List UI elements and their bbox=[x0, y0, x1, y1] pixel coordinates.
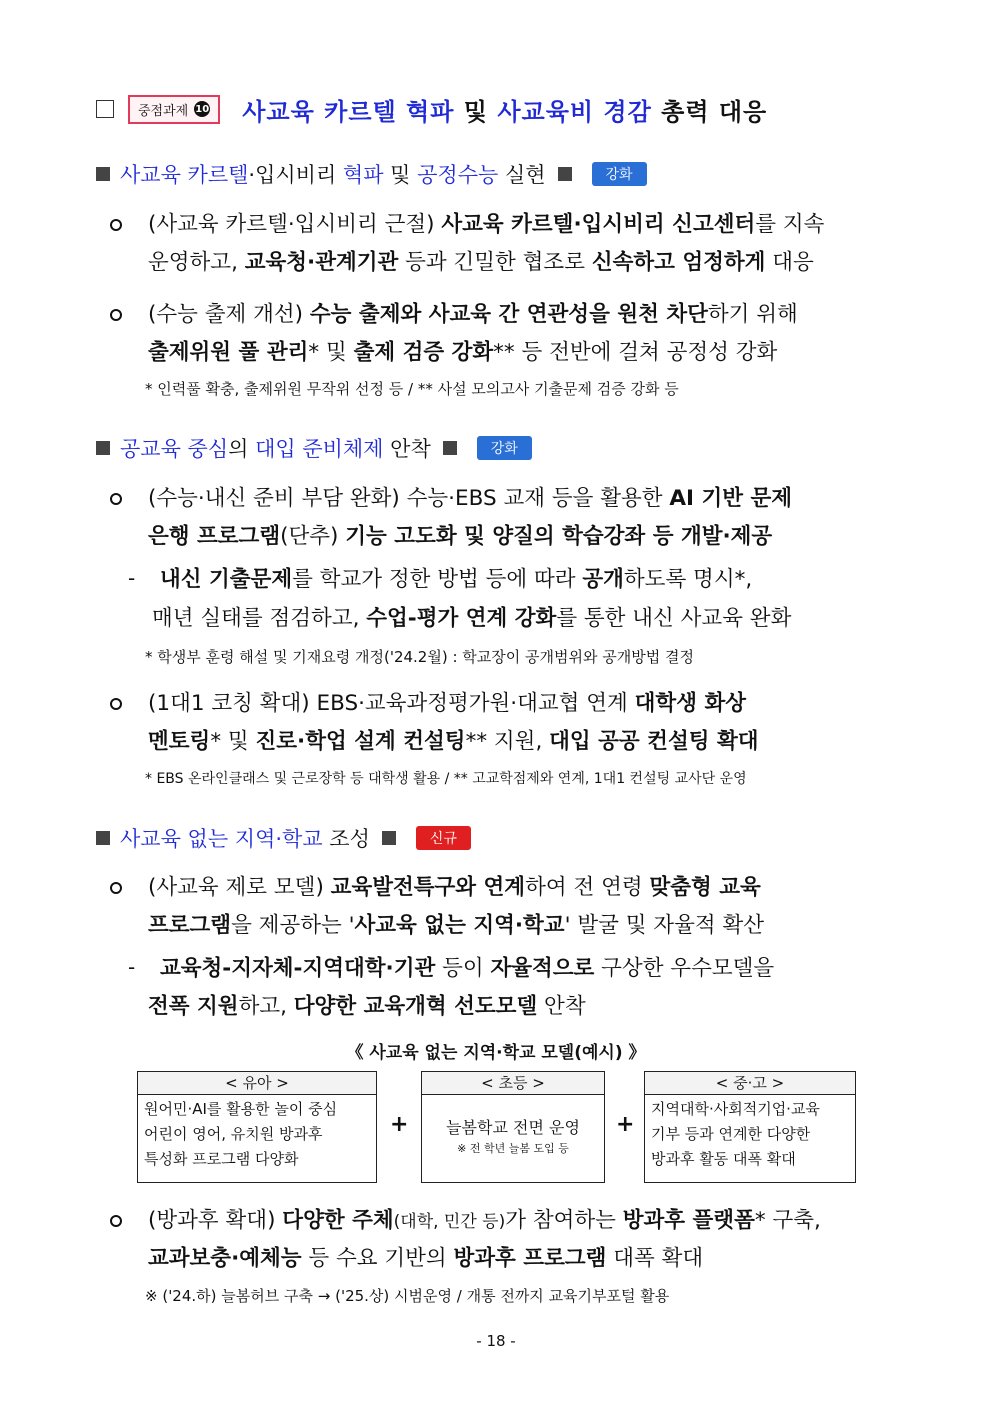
page-number: - 18 - bbox=[476, 1332, 516, 1350]
square-bullet-icon bbox=[96, 167, 110, 181]
dash-bullet: - bbox=[128, 566, 136, 590]
circle-bullet-icon bbox=[110, 493, 122, 505]
heading-text: ·입시비리 bbox=[248, 163, 343, 187]
paragraph-line: 매년 실태를 점검하고, 수업-평가 연계 강화를 통한 내신 사교육 완화 bbox=[152, 606, 792, 631]
example-title: 《 사교육 없는 지역·학교 모델(예시) 》 bbox=[346, 1043, 646, 1063]
box-line: 특성화 프로그램 다양화 bbox=[144, 1150, 299, 1168]
circle-bullet-icon bbox=[110, 219, 122, 231]
paragraph-line: 운영하고, 교육청·관계기관 등과 긴밀한 협조로 신속하고 엄정하게 대응 bbox=[148, 250, 814, 275]
heading-text: 공정수능 bbox=[417, 163, 499, 187]
title-part: 총력 대응 bbox=[651, 97, 768, 126]
page-title-row bbox=[96, 92, 767, 126]
heading-text: 안착 bbox=[383, 437, 431, 461]
paragraph-line: 멘토링* 및 진로·학업 설계 컨설팅** 지원, 대입 공공 컨설팅 확대 bbox=[148, 729, 759, 754]
paragraph-line: (방과후 확대) 다양한 주체(대학, 민간 등)가 참여하는 방과후 플랫폼* 구축, bbox=[148, 1208, 821, 1233]
box-line: 늘봄학교 전면 운영 bbox=[446, 1118, 580, 1137]
paragraph-line: (수능 출제 개선) 수능 출제와 사교육 간 연관성을 원천 차단하기 위해 bbox=[148, 302, 798, 327]
paragraph-line: 교육청-지자체-지역대학·기관 등이 자율적으로 구상한 우수모델을 bbox=[160, 956, 775, 981]
priority-tag-label: 중점과제 bbox=[138, 103, 189, 119]
heading-text: 실현 bbox=[498, 163, 546, 187]
circle-bullet-icon bbox=[110, 1215, 122, 1227]
plus-sign: + bbox=[390, 1112, 409, 1137]
paragraph-line: (사교육 카르텔·입시비리 근절) 사교육 카르텔·입시비리 신고센터를 지속 bbox=[148, 212, 825, 237]
heading-text: 혁파 bbox=[342, 163, 384, 187]
circle-bullet-icon bbox=[110, 309, 122, 321]
paragraph-line: 내신 기출문제를 학교가 정한 방법 등에 따라 공개하도록 명시*, bbox=[160, 567, 753, 592]
section-heading-2 bbox=[96, 432, 532, 464]
status-badge: 강화 bbox=[477, 436, 532, 460]
heading-text: 공교육 중심 bbox=[120, 437, 229, 461]
title-part: 사교육비 경감 bbox=[497, 97, 652, 126]
dash-bullet: - bbox=[128, 955, 136, 979]
section-heading-1 bbox=[96, 158, 647, 190]
circle-bullet-icon bbox=[110, 698, 122, 710]
status-badge: 강화 bbox=[592, 162, 647, 186]
checkbox-icon bbox=[96, 100, 114, 118]
box-header: < 유아 > bbox=[138, 1072, 376, 1095]
paragraph-line: 출제위원 풀 관리* 및 출제 검증 강화** 등 전반에 걸쳐 공정성 강화 bbox=[148, 340, 778, 365]
example-box-preschool bbox=[137, 1071, 377, 1183]
title-part: 및 bbox=[454, 97, 498, 126]
box-line: 어린이 영어, 유치원 방과후 bbox=[144, 1125, 323, 1143]
box-line: 방과후 활동 대폭 확대 bbox=[651, 1150, 796, 1168]
footnote: ※ ('24.하) 늘봄허브 구축 → ('25.상) 시범운영 / 개통 전까지 교육기부포털 활용 bbox=[145, 1287, 670, 1305]
section-heading-3 bbox=[96, 822, 471, 854]
square-bullet-icon bbox=[382, 831, 396, 845]
heading-text: 조성 bbox=[322, 827, 370, 851]
priority-tag bbox=[128, 95, 220, 124]
box-body bbox=[645, 1095, 855, 1174]
paragraph-line: 교과보충·예체능 등 수요 기반의 방과후 프로그램 대폭 확대 bbox=[148, 1246, 704, 1271]
footnote: * 인력풀 확충, 출제위원 무작위 선정 등 / ** 사설 모의고사 기출문제 검증 강화 등 bbox=[145, 380, 679, 398]
paragraph-line: 전폭 지원하고, 다양한 교육개혁 선도모델 안착 bbox=[148, 994, 586, 1019]
square-bullet-icon bbox=[443, 441, 457, 455]
paragraph-line: (사교육 제로 모델) 교육발전특구와 연계하여 전 연령 맞춤형 교육 bbox=[148, 875, 761, 900]
plus-sign: + bbox=[616, 1112, 635, 1137]
priority-number-icon: 10 bbox=[194, 101, 210, 117]
footnote: * 학생부 훈령 해설 및 기재요령 개정('24.2월) : 학교장이 공개범위와 공개방법 결정 bbox=[145, 648, 694, 666]
box-line: 원어민·AI를 활용한 놀이 중심 bbox=[144, 1100, 338, 1118]
heading-text: 사교육 카르텔 bbox=[120, 163, 249, 187]
page-title bbox=[242, 92, 767, 127]
heading-text: 사교육 없는 지역·학교 bbox=[120, 827, 323, 851]
example-box-secondary bbox=[644, 1071, 856, 1183]
paragraph-line: 은행 프로그램(단추) 기능 고도화 및 양질의 학습강좌 등 개발·제공 bbox=[148, 524, 773, 549]
status-badge: 신규 bbox=[416, 826, 471, 850]
box-body bbox=[422, 1095, 604, 1156]
box-line: 기부 등과 연계한 다양한 bbox=[651, 1125, 811, 1143]
example-box-elementary bbox=[421, 1071, 605, 1183]
box-header: < 중·고 > bbox=[645, 1072, 855, 1095]
paragraph-line: (수능·내신 준비 부담 완화) 수능·EBS 교재 등을 활용한 AI 기반 문제 bbox=[148, 486, 793, 511]
square-bullet-icon bbox=[96, 831, 110, 845]
square-bullet-icon bbox=[558, 167, 572, 181]
title-part: 사교육 카르텔 혁파 bbox=[242, 97, 455, 126]
heading-text: 및 bbox=[383, 163, 418, 187]
circle-bullet-icon bbox=[110, 882, 122, 894]
paragraph-line: 프로그램을 제공하는 '사교육 없는 지역·학교' 발굴 및 자율적 확산 bbox=[148, 913, 764, 938]
heading-text: 의 bbox=[228, 437, 256, 461]
paragraph-line: (1대1 코칭 확대) EBS·교육과정평가원·대교협 연계 대학생 화상 bbox=[148, 691, 746, 716]
box-body bbox=[138, 1095, 376, 1174]
heading-text: 대입 준비체제 bbox=[255, 437, 384, 461]
footnote: * EBS 온라인클래스 및 근로장학 등 대학생 활용 / ** 고교학점제와 연계, 1대1 컨설팅 교사단 운영 bbox=[145, 771, 747, 787]
square-bullet-icon bbox=[96, 441, 110, 455]
box-line: 지역대학·사회적기업·교육 bbox=[651, 1100, 820, 1118]
box-header: < 초등 > bbox=[422, 1072, 604, 1095]
box-note: ※ 전 학년 늘봄 도입 등 bbox=[457, 1142, 569, 1155]
